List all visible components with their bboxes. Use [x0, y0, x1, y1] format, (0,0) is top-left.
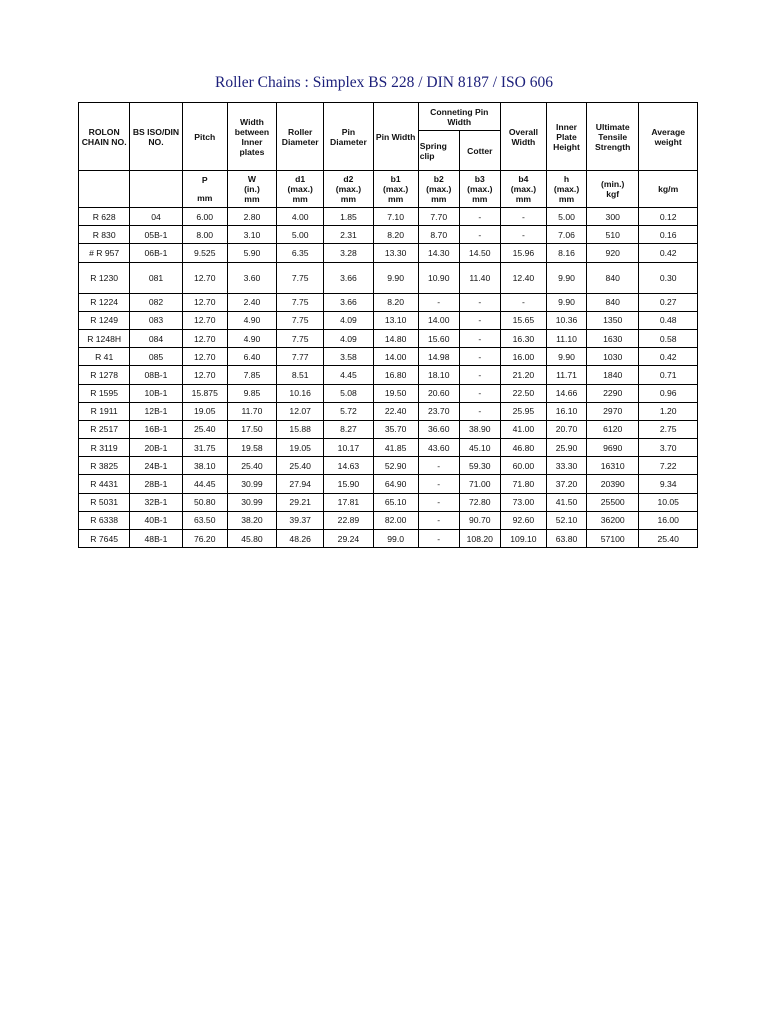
- table-cell: 0.42: [639, 244, 698, 262]
- table-cell: 840: [587, 262, 639, 293]
- table-cell: 14.50: [459, 244, 500, 262]
- table-cell: 1.85: [324, 208, 373, 226]
- table-cell: 20.60: [418, 384, 459, 402]
- table-cell: 19.05: [182, 402, 227, 420]
- table-cell: 52.90: [373, 457, 418, 475]
- table-cell: 25.90: [547, 439, 587, 457]
- table-cell: 92.60: [500, 511, 546, 529]
- table-cell: 16B-1: [130, 420, 182, 438]
- table-row: [79, 475, 698, 493]
- table-cell: 2.40: [227, 293, 276, 311]
- page-title: Roller Chains : Simplex BS 228 / DIN 8187 / ISO 606: [215, 74, 553, 91]
- table-cell: 11.40: [459, 262, 500, 293]
- table-cell: 25.40: [182, 420, 227, 438]
- table-body: [79, 208, 698, 548]
- table-cell: 31.75: [182, 439, 227, 457]
- table-cell: 4.45: [324, 366, 373, 384]
- units-width-inner: W (in.) mm: [227, 171, 276, 208]
- table-cell: 72.80: [459, 493, 500, 511]
- table-cell: 14.66: [547, 384, 587, 402]
- table-cell: 109.10: [500, 530, 546, 548]
- header-cotter: Cotter: [459, 131, 500, 171]
- table-cell: 15.90: [324, 475, 373, 493]
- table-cell: 48B-1: [130, 530, 182, 548]
- table-cell: 1.20: [639, 402, 698, 420]
- table-cell: 63.50: [182, 511, 227, 529]
- table-cell: 15.60: [418, 329, 459, 347]
- table-cell: 08B-1: [130, 366, 182, 384]
- table-cell: 5.00: [547, 208, 587, 226]
- header-connecting-pin: Conneting Pin Width: [418, 103, 500, 131]
- table-cell: 9.90: [547, 262, 587, 293]
- table-cell: 50.80: [182, 493, 227, 511]
- table-cell: -: [418, 475, 459, 493]
- table-cell: 9.525: [182, 244, 227, 262]
- roller-chain-spec-table: [78, 102, 698, 548]
- table-cell: R 1911: [79, 402, 130, 420]
- table-cell: 8.00: [182, 226, 227, 244]
- table-cell: 90.70: [459, 511, 500, 529]
- table-cell: R 1595: [79, 384, 130, 402]
- table-cell: 7.77: [277, 348, 324, 366]
- table-cell: 17.50: [227, 420, 276, 438]
- table-cell: 52.10: [547, 511, 587, 529]
- table-cell: 6.00: [182, 208, 227, 226]
- table-cell: -: [418, 493, 459, 511]
- units-spring-clip: b2 (max.) mm: [418, 171, 459, 208]
- table-cell: 5.72: [324, 402, 373, 420]
- table-cell: 3.58: [324, 348, 373, 366]
- table-cell: # R 957: [79, 244, 130, 262]
- table-cell: 06B-1: [130, 244, 182, 262]
- table-cell: 6.40: [227, 348, 276, 366]
- table-cell: 10B-1: [130, 384, 182, 402]
- table-cell: 6120: [587, 420, 639, 438]
- table-cell: 23.70: [418, 402, 459, 420]
- units-overall-width: b4 (max.) mm: [500, 171, 546, 208]
- units-tensile: (min.) kgf: [587, 171, 639, 208]
- table-cell: 10.05: [639, 493, 698, 511]
- table-cell: 11.71: [547, 366, 587, 384]
- table-cell: 15.96: [500, 244, 546, 262]
- table-cell: 300: [587, 208, 639, 226]
- table-cell: 0.96: [639, 384, 698, 402]
- table-cell: 6.35: [277, 244, 324, 262]
- table-cell: 59.30: [459, 457, 500, 475]
- table-cell: 2970: [587, 402, 639, 420]
- table-cell: 1630: [587, 329, 639, 347]
- units-pin-width: b1 (max.) mm: [373, 171, 418, 208]
- table-cell: 44.45: [182, 475, 227, 493]
- table-cell: 083: [130, 311, 182, 329]
- table-cell: 30.99: [227, 493, 276, 511]
- table-cell: 10.16: [277, 384, 324, 402]
- table-cell: 108.20: [459, 530, 500, 548]
- header-pin-width: Pin Width: [373, 103, 418, 171]
- table-cell: R 3825: [79, 457, 130, 475]
- table-cell: 0.30: [639, 262, 698, 293]
- table-row: [79, 493, 698, 511]
- table-cell: 10.90: [418, 262, 459, 293]
- table-cell: 19.05: [277, 439, 324, 457]
- table-cell: 28B-1: [130, 475, 182, 493]
- table-cell: 10.36: [547, 311, 587, 329]
- table-cell: 11.10: [547, 329, 587, 347]
- table-cell: -: [459, 366, 500, 384]
- table-cell: R 6338: [79, 511, 130, 529]
- table-row: [79, 244, 698, 262]
- table-cell: 22.50: [500, 384, 546, 402]
- table-cell: 9.90: [547, 348, 587, 366]
- table-cell: 7.10: [373, 208, 418, 226]
- table-cell: 1840: [587, 366, 639, 384]
- table-cell: 084: [130, 329, 182, 347]
- table-cell: -: [459, 329, 500, 347]
- table-cell: 8.70: [418, 226, 459, 244]
- table-cell: 11.70: [227, 402, 276, 420]
- table-cell: 9.85: [227, 384, 276, 402]
- table-cell: 3.60: [227, 262, 276, 293]
- table-cell: 41.85: [373, 439, 418, 457]
- table-cell: 7.75: [277, 311, 324, 329]
- table-cell: 12.70: [182, 329, 227, 347]
- table-cell: 37.20: [547, 475, 587, 493]
- units-chain-no: [79, 171, 130, 208]
- table-cell: 3.66: [324, 293, 373, 311]
- table-cell: 41.00: [500, 420, 546, 438]
- table-cell: 085: [130, 348, 182, 366]
- table-cell: 43.60: [418, 439, 459, 457]
- table-cell: 510: [587, 226, 639, 244]
- table-row: [79, 348, 698, 366]
- header-avg-weight: Average weight: [639, 103, 698, 171]
- table-cell: 15.88: [277, 420, 324, 438]
- table-cell: -: [418, 511, 459, 529]
- table-row: [79, 511, 698, 529]
- table-cell: 2.75: [639, 420, 698, 438]
- table-cell: R 4431: [79, 475, 130, 493]
- table-cell: 15.65: [500, 311, 546, 329]
- table-cell: 27.94: [277, 475, 324, 493]
- table-cell: 39.37: [277, 511, 324, 529]
- table-cell: R 7645: [79, 530, 130, 548]
- table-cell: 71.00: [459, 475, 500, 493]
- table-row: [79, 329, 698, 347]
- table-row: [79, 208, 698, 226]
- table-cell: 920: [587, 244, 639, 262]
- header-overall-width: Overall Width: [500, 103, 546, 171]
- table-cell: 7.75: [277, 329, 324, 347]
- table-cell: 35.70: [373, 420, 418, 438]
- table-cell: 38.10: [182, 457, 227, 475]
- table-cell: 12.70: [182, 262, 227, 293]
- table-cell: 36.60: [418, 420, 459, 438]
- table-cell: -: [459, 384, 500, 402]
- header-inner-plate: Inner Plate Height: [547, 103, 587, 171]
- table-cell: 082: [130, 293, 182, 311]
- table-cell: 3.10: [227, 226, 276, 244]
- table-cell: 25.95: [500, 402, 546, 420]
- table-cell: 4.09: [324, 311, 373, 329]
- table-cell: 8.16: [547, 244, 587, 262]
- table-cell: -: [459, 293, 500, 311]
- table-cell: 7.85: [227, 366, 276, 384]
- table-cell: 0.12: [639, 208, 698, 226]
- table-cell: 5.00: [277, 226, 324, 244]
- table-cell: 0.27: [639, 293, 698, 311]
- table-cell: 29.24: [324, 530, 373, 548]
- table-cell: 2.31: [324, 226, 373, 244]
- table-cell: 840: [587, 293, 639, 311]
- table-cell: 65.10: [373, 493, 418, 511]
- table-cell: 16.10: [547, 402, 587, 420]
- table-cell: 20390: [587, 475, 639, 493]
- table-cell: 40B-1: [130, 511, 182, 529]
- units-bs-iso: [130, 171, 182, 208]
- table-row: [79, 384, 698, 402]
- units-pin-diameter: d2 (max.) mm: [324, 171, 373, 208]
- table-cell: 3.66: [324, 262, 373, 293]
- table-cell: 12B-1: [130, 402, 182, 420]
- table-cell: 0.48: [639, 311, 698, 329]
- table-cell: 38.20: [227, 511, 276, 529]
- units-roller-diameter: d1 (max.) mm: [277, 171, 324, 208]
- table-cell: 12.40: [500, 262, 546, 293]
- table-cell: -: [500, 208, 546, 226]
- table-cell: -: [459, 208, 500, 226]
- table-cell: R 41: [79, 348, 130, 366]
- header-chain-no: ROLON CHAIN NO.: [79, 103, 130, 171]
- table-cell: -: [459, 402, 500, 420]
- table-cell: 29.21: [277, 493, 324, 511]
- table-cell: R 1249: [79, 311, 130, 329]
- table-cell: 73.00: [500, 493, 546, 511]
- table-cell: R 1248H: [79, 329, 130, 347]
- table-cell: 7.70: [418, 208, 459, 226]
- table-cell: 38.90: [459, 420, 500, 438]
- table-cell: 4.00: [277, 208, 324, 226]
- table-cell: 12.70: [182, 366, 227, 384]
- table-cell: 9.90: [373, 262, 418, 293]
- table-cell: -: [418, 293, 459, 311]
- table-row: [79, 420, 698, 438]
- table-cell: 45.80: [227, 530, 276, 548]
- table-cell: 0.42: [639, 348, 698, 366]
- table-cell: 14.30: [418, 244, 459, 262]
- table-cell: 76.20: [182, 530, 227, 548]
- table-cell: 0.58: [639, 329, 698, 347]
- table-cell: 1350: [587, 311, 639, 329]
- table-cell: 82.00: [373, 511, 418, 529]
- table-cell: R 1230: [79, 262, 130, 293]
- units-cotter: b3 (max.) mm: [459, 171, 500, 208]
- table-cell: 04: [130, 208, 182, 226]
- table-cell: 64.90: [373, 475, 418, 493]
- table-cell: 1030: [587, 348, 639, 366]
- table-cell: 9.90: [547, 293, 587, 311]
- table-cell: 25.40: [227, 457, 276, 475]
- table-cell: 12.07: [277, 402, 324, 420]
- table-cell: 8.20: [373, 226, 418, 244]
- table-cell: 12.70: [182, 293, 227, 311]
- table-cell: -: [459, 311, 500, 329]
- table-cell: 13.10: [373, 311, 418, 329]
- table-cell: 7.75: [277, 262, 324, 293]
- table-cell: 5.08: [324, 384, 373, 402]
- table-cell: 8.51: [277, 366, 324, 384]
- table-cell: 33.30: [547, 457, 587, 475]
- table-row: [79, 457, 698, 475]
- table-cell: 30.99: [227, 475, 276, 493]
- table-cell: 46.80: [500, 439, 546, 457]
- table-cell: R 1278: [79, 366, 130, 384]
- table-row: [79, 439, 698, 457]
- table-cell: 8.20: [373, 293, 418, 311]
- table-cell: 2290: [587, 384, 639, 402]
- table-cell: R 830: [79, 226, 130, 244]
- table-cell: 16.00: [500, 348, 546, 366]
- table-cell: 05B-1: [130, 226, 182, 244]
- table-cell: 41.50: [547, 493, 587, 511]
- table-cell: 99.0: [373, 530, 418, 548]
- table-cell: 8.27: [324, 420, 373, 438]
- table-row: [79, 311, 698, 329]
- table-cell: 14.80: [373, 329, 418, 347]
- table-cell: 17.81: [324, 493, 373, 511]
- table-cell: R 3119: [79, 439, 130, 457]
- header-tensile: Ultimate Tensile Strength: [587, 103, 639, 171]
- table-row: [79, 530, 698, 548]
- units-inner-plate: h (max.) mm: [547, 171, 587, 208]
- table-cell: 21.20: [500, 366, 546, 384]
- table-row: [79, 293, 698, 311]
- table-cell: 24B-1: [130, 457, 182, 475]
- table-cell: 25.40: [277, 457, 324, 475]
- table-cell: R 2517: [79, 420, 130, 438]
- table-cell: -: [500, 293, 546, 311]
- header-spring-clip: Spring clip: [418, 131, 459, 171]
- header-bs-iso: BS ISO/DIN NO.: [130, 103, 182, 171]
- table-cell: 13.30: [373, 244, 418, 262]
- table-cell: 19.50: [373, 384, 418, 402]
- table-cell: 14.00: [418, 311, 459, 329]
- table-cell: 12.70: [182, 311, 227, 329]
- table-cell: 2.80: [227, 208, 276, 226]
- table-cell: 36200: [587, 511, 639, 529]
- table-cell: R 1224: [79, 293, 130, 311]
- table-cell: 19.58: [227, 439, 276, 457]
- table-cell: 25.40: [639, 530, 698, 548]
- table-cell: 15.875: [182, 384, 227, 402]
- table-cell: 16.30: [500, 329, 546, 347]
- table-cell: 4.09: [324, 329, 373, 347]
- table-cell: 22.89: [324, 511, 373, 529]
- header-roller-diameter: Roller Diameter: [277, 103, 324, 171]
- table-cell: 14.63: [324, 457, 373, 475]
- table-cell: 32B-1: [130, 493, 182, 511]
- table-cell: 16.80: [373, 366, 418, 384]
- table-cell: R 628: [79, 208, 130, 226]
- header-pitch: Pitch: [182, 103, 227, 171]
- table-cell: -: [418, 530, 459, 548]
- table-cell: -: [459, 226, 500, 244]
- table-cell: 20B-1: [130, 439, 182, 457]
- table-row: [79, 366, 698, 384]
- table-cell: -: [459, 348, 500, 366]
- table-cell: 081: [130, 262, 182, 293]
- table-cell: 63.80: [547, 530, 587, 548]
- table-cell: 25500: [587, 493, 639, 511]
- table-cell: 9690: [587, 439, 639, 457]
- table-cell: 4.90: [227, 329, 276, 347]
- table-cell: 7.75: [277, 293, 324, 311]
- table-cell: 3.28: [324, 244, 373, 262]
- table-cell: 16310: [587, 457, 639, 475]
- table-cell: 22.40: [373, 402, 418, 420]
- table-cell: 0.71: [639, 366, 698, 384]
- table-cell: -: [418, 457, 459, 475]
- table-cell: 16.00: [639, 511, 698, 529]
- table-cell: 7.06: [547, 226, 587, 244]
- table-cell: 45.10: [459, 439, 500, 457]
- table-cell: 57100: [587, 530, 639, 548]
- table-cell: 60.00: [500, 457, 546, 475]
- table-cell: 10.17: [324, 439, 373, 457]
- units-pitch: P mm: [182, 171, 227, 208]
- table-cell: -: [500, 226, 546, 244]
- table-cell: 0.16: [639, 226, 698, 244]
- table-cell: 20.70: [547, 420, 587, 438]
- table-row: [79, 226, 698, 244]
- table-cell: R 5031: [79, 493, 130, 511]
- table-cell: 71.80: [500, 475, 546, 493]
- table-cell: 12.70: [182, 348, 227, 366]
- header-pin-diameter: Pin Diameter: [324, 103, 373, 171]
- table-cell: 9.34: [639, 475, 698, 493]
- header-width-inner: Width between Inner plates: [227, 103, 276, 171]
- table-cell: 48.26: [277, 530, 324, 548]
- table-cell: 4.90: [227, 311, 276, 329]
- table-cell: 14.98: [418, 348, 459, 366]
- table-cell: 7.22: [639, 457, 698, 475]
- table-row: [79, 262, 698, 293]
- table-cell: 5.90: [227, 244, 276, 262]
- units-avg-weight: kg/m: [639, 171, 698, 208]
- table-cell: 14.00: [373, 348, 418, 366]
- table-cell: 18.10: [418, 366, 459, 384]
- table-cell: 3.70: [639, 439, 698, 457]
- table-row: [79, 402, 698, 420]
